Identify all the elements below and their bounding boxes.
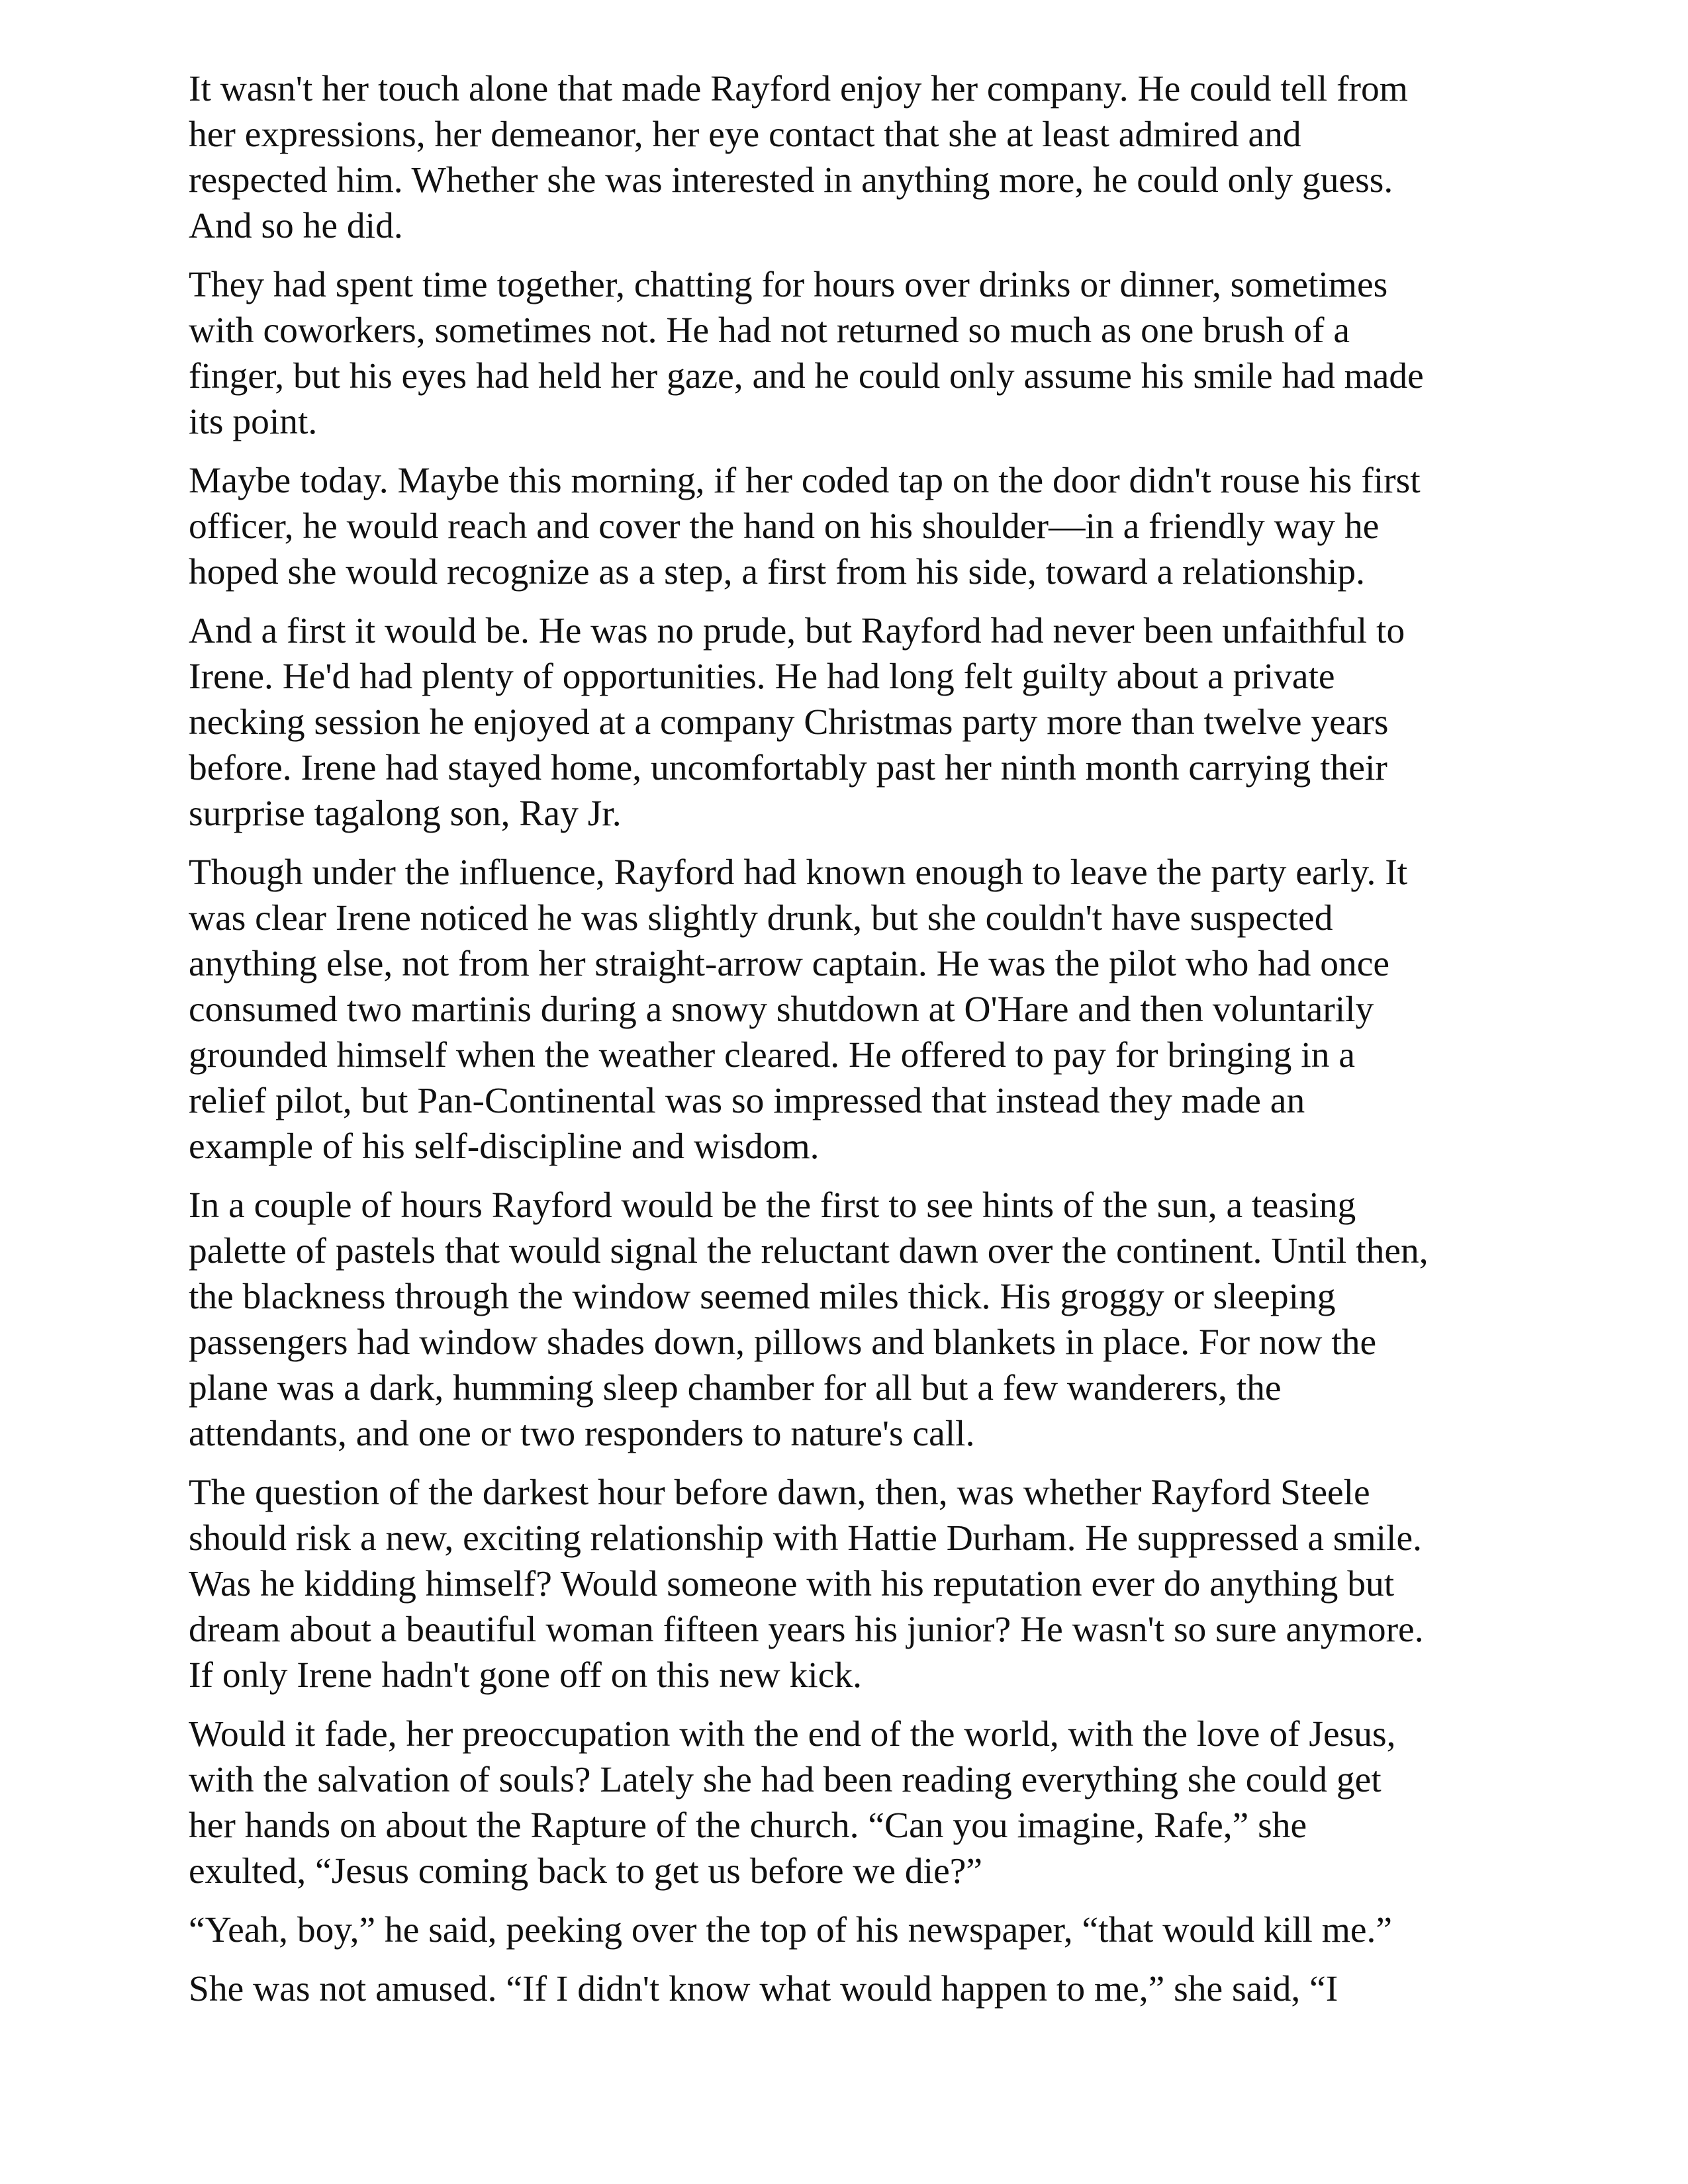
text-line: the blackness through the window seemed miles thick. His groggy or sleeping (189, 1277, 1336, 1317)
text-line: palette of pastels that would signal the reluctant dawn over the continent. Until then, (189, 1231, 1429, 1271)
paragraph-7 (189, 1470, 1513, 1698)
text-line: should risk a new, exciting relationship with Hattie Durham. He suppressed a smile. (189, 1518, 1422, 1559)
paragraph-9 (189, 1907, 1513, 1953)
text-line: its point. (189, 402, 318, 442)
paragraph-2 (189, 262, 1513, 445)
text-line: her hands on about the Rapture of the church. “Can you imagine, Rafe,” she (189, 1805, 1307, 1846)
text-line: respected him. Whether she was interested in anything more, he could only guess. (189, 160, 1393, 201)
text-line: Would it fade, her preoccupation with the end of the world, with the love of Jesus, (189, 1714, 1396, 1754)
text-line: She was not amused. “If I didn't know what would happen to me,” she said, “I (189, 1969, 1338, 2009)
text-line: officer, he would reach and cover the hand on his shoulder—in a friendly way he (189, 506, 1380, 547)
paragraph-6 (189, 1183, 1513, 1457)
text-line: Was he kidding himself? Would someone with his reputation ever do anything but (189, 1564, 1395, 1604)
text-line: dream about a beautiful woman fifteen years his junior? He wasn't so sure anymore. (189, 1610, 1424, 1650)
text-line: And a first it would be. He was no prude, but Rayford had never been unfaithful to (189, 611, 1405, 651)
text-line: her expressions, her demeanor, her eye contact that she at least admired and (189, 114, 1301, 155)
paragraph-5 (189, 850, 1513, 1169)
document-page (189, 66, 1513, 2012)
text-line: example of his self-discipline and wisdom. (189, 1126, 820, 1167)
paragraph-3 (189, 458, 1513, 595)
text-line: “Yeah, boy,” he said, peeking over the top of his newspaper, “that would kill me.” (189, 1910, 1393, 1950)
text-line: Irene. He'd had plenty of opportunities. He had long felt guilty about a private (189, 657, 1335, 697)
paragraph-10 (189, 1966, 1513, 2012)
text-line: Maybe today. Maybe this morning, if her coded tap on the door didn't rouse his first (189, 461, 1421, 501)
text-line: surprise tagalong son, Ray Jr. (189, 794, 622, 834)
text-line: hoped she would recognize as a step, a first from his side, toward a relationship. (189, 552, 1366, 592)
paragraph-1 (189, 66, 1513, 249)
text-line: grounded himself when the weather cleared. He offered to pay for bringing in a (189, 1035, 1355, 1075)
text-line: with coworkers, sometimes not. He had not returned so much as one brush of a (189, 310, 1350, 351)
text-line: passengers had window shades down, pillows and blankets in place. For now the (189, 1322, 1377, 1363)
text-line: And so he did. (189, 206, 403, 246)
text-line: consumed two martinis during a snowy shutdown at O'Hare and then voluntarily (189, 989, 1374, 1030)
text-line: relief pilot, but Pan-Continental was so impressed that instead they made an (189, 1081, 1305, 1121)
text-line: finger, but his eyes had held her gaze, and he could only assume his smile had made (189, 356, 1424, 396)
text-line: If only Irene hadn't gone off on this new kick. (189, 1655, 862, 1696)
text-line: plane was a dark, humming sleep chamber for all but a few wanderers, the (189, 1368, 1282, 1408)
text-line: In a couple of hours Rayford would be the first to see hints of the sun, a teasing (189, 1185, 1356, 1226)
text-line: It wasn't her touch alone that made Rayford enjoy her company. He could tell from (189, 69, 1408, 109)
text-line: was clear Irene noticed he was slightly drunk, but she couldn't have suspected (189, 898, 1333, 938)
text-line: with the salvation of souls? Lately she had been reading everything she could get (189, 1760, 1382, 1800)
text-line: The question of the darkest hour before dawn, then, was whether Rayford Steele (189, 1473, 1370, 1513)
text-line: exulted, “Jesus coming back to get us before we die?” (189, 1851, 982, 1891)
text-line: Though under the influence, Rayford had known enough to leave the party early. It (189, 852, 1408, 893)
text-line: necking session he enjoyed at a company Christmas party more than twelve years (189, 702, 1389, 743)
paragraph-8 (189, 1711, 1513, 1894)
text-line: They had spent time together, chatting for hours over drinks or dinner, sometimes (189, 265, 1388, 305)
paragraph-4 (189, 608, 1513, 837)
text-line: before. Irene had stayed home, uncomfortably past her ninth month carrying their (189, 748, 1387, 788)
text-line: anything else, not from her straight-arrow captain. He was the pilot who had once (189, 944, 1389, 984)
text-line: attendants, and one or two responders to nature's call. (189, 1414, 975, 1454)
